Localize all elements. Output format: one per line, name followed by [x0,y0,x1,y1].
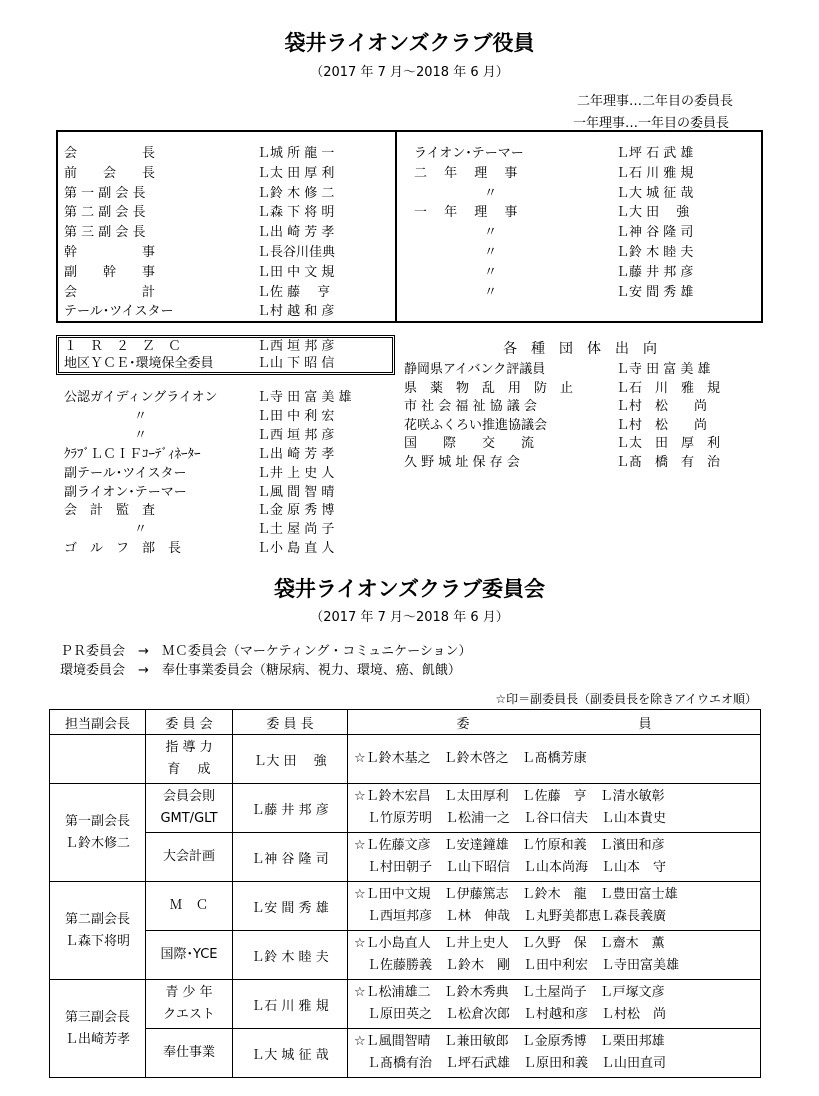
members-cell [348,980,761,1029]
position-label: 第 三 副 会 長 [64,225,146,241]
vp-name: 第二副会長 [64,911,130,927]
position-label: 会 計 [64,284,156,300]
members-line: ☆Ｌ鈴木基之 Ｌ鈴木啓之 Ｌ髙橋芳康 [354,751,587,766]
officers-period: （2017 年 7 月～2018 年 6 月） [310,65,509,80]
vp-name: Ｌ森下将明 [64,933,130,949]
officer-name: Ｌ太 田 厚 利 [257,165,335,181]
vp-cell [50,980,146,1078]
position-label: 花咲ふくろい推進協議会 [404,417,548,433]
committee-cell [146,735,233,784]
officer-name: Ｌ藤 井 邦 彦 [616,264,694,280]
committee-cell [146,1029,233,1078]
officers-divider [395,130,397,323]
officer-name: Ｌ森 下 将 明 [257,205,335,221]
position-label: 〃 [484,264,498,280]
table-row [50,1029,761,1078]
officer-name: Ｌ田 中 利 宏 [257,408,335,424]
position-label: 県 薬 物 乱 用 防 止 [404,380,574,396]
committee-name: クエスト [163,1007,215,1022]
position-label: 公認ガイディングライオン [64,390,218,405]
vp-name: 第三副会長 [64,1009,130,1025]
members-cell [348,882,761,931]
members-line: ☆Ｌ鈴木宏昌 Ｌ太田厚利 Ｌ佐藤 亨 Ｌ清水敏彰 [354,789,665,804]
header-committee: 委 員 会 [146,710,233,735]
officer-name: Ｌ寺 田 富 美 雄 [616,362,711,377]
vp-name: 第一副会長 [64,813,130,829]
vp-cell [50,784,146,882]
members-line: ☆Ｌ風間智晴 Ｌ兼田敏郎 Ｌ金原秀博 Ｌ栗田邦雄 [354,1034,665,1049]
position-label: 久 野 城 址 保 存 会 [404,455,520,470]
committee-name: 青 少 年 [165,985,213,1000]
officer-name: Ｌ鈴 木 睦 夫 [616,245,694,260]
committee-name: 奉仕事業 [162,1045,215,1060]
position-label: 一 年 理 事 [414,205,518,221]
position-label: 市 社 会 福 祉 協 議 会 [404,399,537,415]
officer-name: Ｌ佐 藤 亨 [257,284,331,300]
officer-name: Ｌ大 田 強 [616,205,690,221]
position-label: １ Ｒ ２ Ｚ Ｃ [64,339,182,354]
header-members: 委 員 [348,710,761,735]
position-label: 副ライオン･テーマー [64,484,187,500]
position-label: 会 計 監 査 [64,503,156,519]
position-label: 静岡県アイバンク評議員 [404,362,546,377]
officer-name: Ｌ大 城 征 哉 [616,185,694,201]
officer-name: Ｌ村 松 尚 [616,399,708,415]
committee-name: 会員会則 [162,789,215,804]
table-row [50,735,761,784]
committee-cell [146,882,233,931]
officer-name: Ｌ風 間 智 晴 [257,484,335,500]
chair-cell: Ｌ大 城 征 哉 [233,1029,348,1078]
vp-cell [50,882,146,980]
members-line: Ｌ竹原芳明 Ｌ松浦一之 Ｌ谷口信夫 Ｌ山本貴史 [354,811,667,826]
members-line: ☆Ｌ佐藤文彦 Ｌ安達鐘雄 Ｌ竹原和義 Ｌ濱田和彦 [354,838,665,853]
officer-name: Ｌ出 崎 芳 孝 [257,446,335,462]
legend-note: ☆印＝副委員長（副委員長を除きアイウエオ順） [495,692,757,706]
committee-name: Ｍ Ｃ [169,898,209,913]
members-line: ☆Ｌ小島直人 Ｌ井上史人 Ｌ久野 保 Ｌ齋木 薫 [354,936,665,951]
committee-cell [146,833,233,882]
position-label: テール･ツイスター [64,304,174,320]
officer-name: Ｌ西 垣 邦 彦 [257,427,335,443]
table-row [50,882,761,931]
dispatch-heading: 各 種 団 体 出 向 [503,341,657,357]
committee-name: 国際･YCE [160,947,218,962]
officer-name: Ｌ石 川 雅 規 [616,165,694,181]
position-label: 幹 事 [64,245,156,260]
position-label: 前 会 長 [64,165,156,181]
committees-title: 袋井ライオンズクラブ委員会 [273,577,546,601]
officer-name: Ｌ石 川 雅 規 [616,380,721,396]
officer-name: Ｌ城 所 龍 一 [257,146,335,161]
position-label: ｸﾗﾌﾞＬＣＩＦｺｰﾃﾞｨﾈｰﾀｰ [64,446,201,462]
position-label: ライオン･テーマー [414,146,524,161]
officer-name: Ｌ村 松 尚 [616,417,708,433]
position-label: 会 長 [64,146,156,161]
members-line: Ｌ髙橋有治 Ｌ坪石武雄 Ｌ原田和義 Ｌ山田直司 [354,1056,667,1071]
officer-name: Ｌ井 上 史 人 [257,465,335,481]
officer-name: Ｌ金 原 秀 博 [257,503,335,519]
officer-name: Ｌ坪 石 武 雄 [616,146,694,161]
members-cell [348,931,761,980]
chair-cell: Ｌ安 間 秀 雄 [233,882,348,931]
committee-table [49,709,761,1078]
committee-name: GMT/GLT [160,811,218,826]
committee-name: 大会計画 [162,849,215,864]
note-first-year: 一年理事…一年目の委員長 [573,116,730,131]
position-label: ゴ ル フ 部 長 [64,541,182,557]
committee-cell [146,980,233,1029]
table-row [50,980,761,1029]
note-second-year: 二年理事…二年目の委員長 [577,94,734,109]
officer-name: Ｌ神 谷 隆 司 [616,225,694,241]
change-note-1: ＰＲ委員会 → ＭＣ委員会（マーケティング・コミュニケーション） [60,644,472,659]
committee-cell [146,931,233,980]
chair-cell: Ｌ大 田 強 [233,735,348,784]
position-label: 〃 [134,427,148,443]
officer-name: Ｌ太 田 厚 利 [616,436,721,452]
vp-name: Ｌ鈴木修二 [64,835,130,851]
members-cell [348,1029,761,1078]
officer-name: Ｌ田 中 文 規 [257,264,335,280]
officer-name: Ｌ出 崎 芳 孝 [257,225,335,241]
officers-title: 袋井ライオンズクラブ役員 [284,31,535,55]
members-cell [348,735,761,784]
vp-cell [50,735,146,784]
chair-cell: Ｌ神 谷 隆 司 [233,833,348,882]
committee-cell [146,784,233,833]
members-cell [348,784,761,833]
position-label: 〃 [484,225,498,241]
position-label: 第 一 副 会 長 [64,185,146,201]
change-note-2: 環境委員会 → 奉仕事業委員会（糖尿病、視力、環境、癌、飢餓） [60,663,461,678]
members-line: ☆Ｌ松浦雄二 Ｌ鈴木秀典 Ｌ土屋尚子 Ｌ戸塚文彦 [354,985,665,1000]
position-label: 〃 [134,408,148,424]
table-row [50,833,761,882]
committee-name: 指 導 力 [165,740,213,755]
position-label: 地区ＹＣＥ･環境保全委員 [64,356,214,371]
position-label: 〃 [484,245,498,260]
officer-name: Ｌ安 間 秀 雄 [616,284,694,300]
members-line: Ｌ西垣邦彦 Ｌ林 伸哉 Ｌ丸野美都恵Ｌ森長義廣 [354,909,667,924]
position-label: 〃 [484,284,498,300]
officer-name: Ｌ鈴 木 修 二 [257,185,335,201]
officer-name: Ｌ髙 橋 有 治 [616,455,721,470]
officer-name: Ｌ寺 田 富 美 雄 [257,390,352,405]
members-line: ☆Ｌ田中文規 Ｌ伊藤篤志 Ｌ鈴木 龍 Ｌ豊田富士雄 [354,887,678,902]
chair-cell: Ｌ鈴 木 睦 夫 [233,931,348,980]
table-row [50,931,761,980]
position-label: 国 際 交 流 [404,436,535,452]
members-line: Ｌ原田英之 Ｌ松倉次郎 Ｌ村越和彦 Ｌ村松 尚 [354,1007,667,1022]
officer-name: Ｌ山 下 昭 信 [257,356,335,371]
chair-cell: Ｌ藤 井 邦 彦 [233,784,348,833]
officer-name: Ｌ土 屋 尚 子 [257,522,335,538]
position-label: 〃 [134,522,148,538]
officer-name: Ｌ西 垣 邦 彦 [257,339,335,354]
vp-name: Ｌ出崎芳孝 [64,1031,130,1047]
header-chair: 委 員 長 [233,710,348,735]
officer-name: Ｌ長谷川佳典 [257,245,336,260]
header-vp: 担当副会長 [50,710,146,735]
chair-cell: Ｌ石 川 雅 規 [233,980,348,1029]
members-line: Ｌ村田朝子 Ｌ山下昭信 Ｌ山本尚海 Ｌ山本 守 [354,860,667,875]
members-line: Ｌ佐藤勝義 Ｌ鈴木 剛 Ｌ田中利宏 Ｌ寺田富美雄 [354,958,680,973]
members-cell [348,833,761,882]
officer-name: Ｌ小 島 直 人 [257,541,335,557]
position-label: 副テール･ツイスター [64,465,187,481]
officer-name: Ｌ村 越 和 彦 [257,304,335,320]
position-label: 第 二 副 会 長 [64,205,146,221]
position-label: 二 年 理 事 [414,165,518,181]
committee-name: 育 成 [167,762,211,777]
table-row [50,784,761,833]
committees-period: （2017 年 7 月～2018 年 6 月） [310,610,509,625]
position-label: 副 幹 事 [64,264,156,280]
position-label: 〃 [484,185,498,201]
